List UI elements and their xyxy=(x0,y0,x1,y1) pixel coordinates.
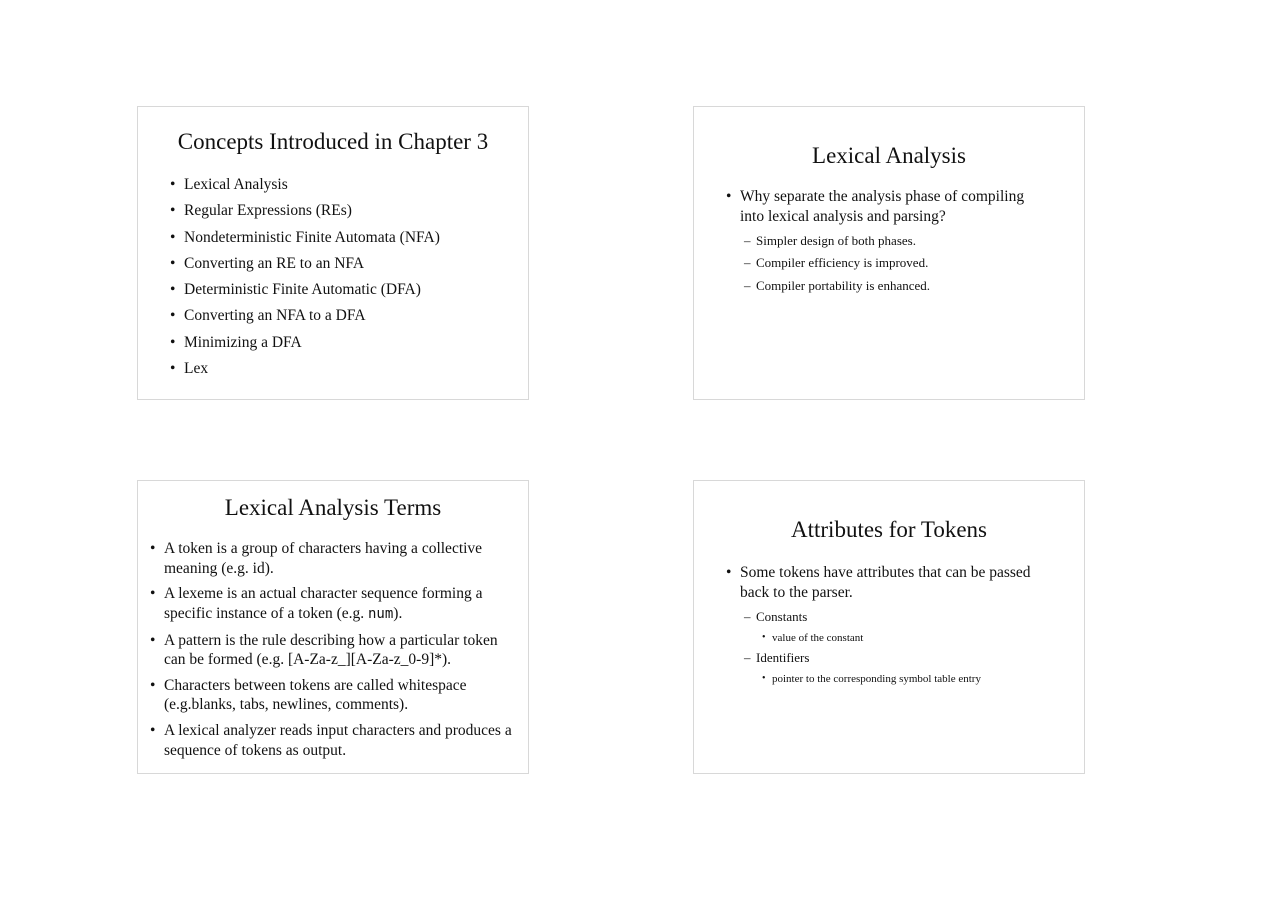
sub-list-item-constants: – Constants xyxy=(744,609,1044,625)
slide-title: Lexical Analysis xyxy=(812,143,966,168)
slide-concepts xyxy=(137,106,529,400)
list-item: • Why separate the analysis phase of compiling into lexical analysis and parsing? xyxy=(726,187,1046,226)
lexeme-text-end: ). xyxy=(393,604,403,622)
sub-list-item: – Compiler efficiency is improved. xyxy=(744,255,1044,271)
slide-title: Concepts Introduced in Chapter 3 xyxy=(177,129,489,154)
list-item: • Lexical Analysis xyxy=(170,175,510,195)
sub-list-item: – Compiler portability is enhanced. xyxy=(744,278,1044,294)
sub-list-item: – Simpler design of both phases. xyxy=(744,233,1044,249)
slide-lexical-analysis-terms xyxy=(137,480,529,774)
sub-sub-list-item: • value of the constant xyxy=(762,631,1062,645)
sub-bullet-list xyxy=(744,609,1044,625)
list-item: • Minimizing a DFA xyxy=(170,333,510,353)
list-item: • Characters between tokens are called whitespace (e.g.blanks, tabs, newlines, comments). xyxy=(150,676,522,715)
lexeme-text: A lexeme is an actual character sequence forming a specific instance of a token (e.g. xyxy=(164,585,483,622)
slide-title: Attributes for Tokens xyxy=(791,517,987,542)
sub-list-item-identifiers: – Identifiers xyxy=(744,650,1044,666)
bullet-list xyxy=(726,187,1046,226)
slide-title: Lexical Analysis Terms xyxy=(224,495,442,520)
slide-attributes-for-tokens xyxy=(693,480,1085,774)
list-item: • Converting an RE to an NFA xyxy=(170,254,510,274)
bullet-list xyxy=(170,175,510,385)
list-item: • A pattern is the rule describing how a particular token can be formed (e.g. [A-Za-z_][A-Za-z_0-9]*). xyxy=(150,631,522,670)
list-item: • Lex xyxy=(170,359,510,379)
sub-sub-bullet-list xyxy=(762,672,1062,686)
list-item: • Some tokens have attributes that can be passed back to the parser. xyxy=(726,563,1051,602)
list-item: • Nondeterministic Finite Automata (NFA) xyxy=(170,228,510,248)
bullet-list xyxy=(726,563,1051,602)
list-item: • Deterministic Finite Automatic (DFA) xyxy=(170,280,510,300)
sub-sub-list-item: • pointer to the corresponding symbol table entry xyxy=(762,672,1062,686)
list-item: • Regular Expressions (REs) xyxy=(170,201,510,221)
sub-sub-bullet-list xyxy=(762,631,1062,645)
bullet-list xyxy=(150,539,522,766)
list-item xyxy=(150,584,522,624)
list-item: • A token is a group of characters having a collective meaning (e.g. id). xyxy=(150,539,522,578)
code-token: num xyxy=(368,605,394,622)
sub-bullet-list xyxy=(744,233,1044,300)
sub-bullet-list xyxy=(744,650,1044,666)
list-item: • A lexical analyzer reads input characters and produces a sequence of tokens as output. xyxy=(150,721,522,760)
list-item: • Converting an NFA to a DFA xyxy=(170,306,510,326)
slide-lexical-analysis xyxy=(693,106,1085,400)
